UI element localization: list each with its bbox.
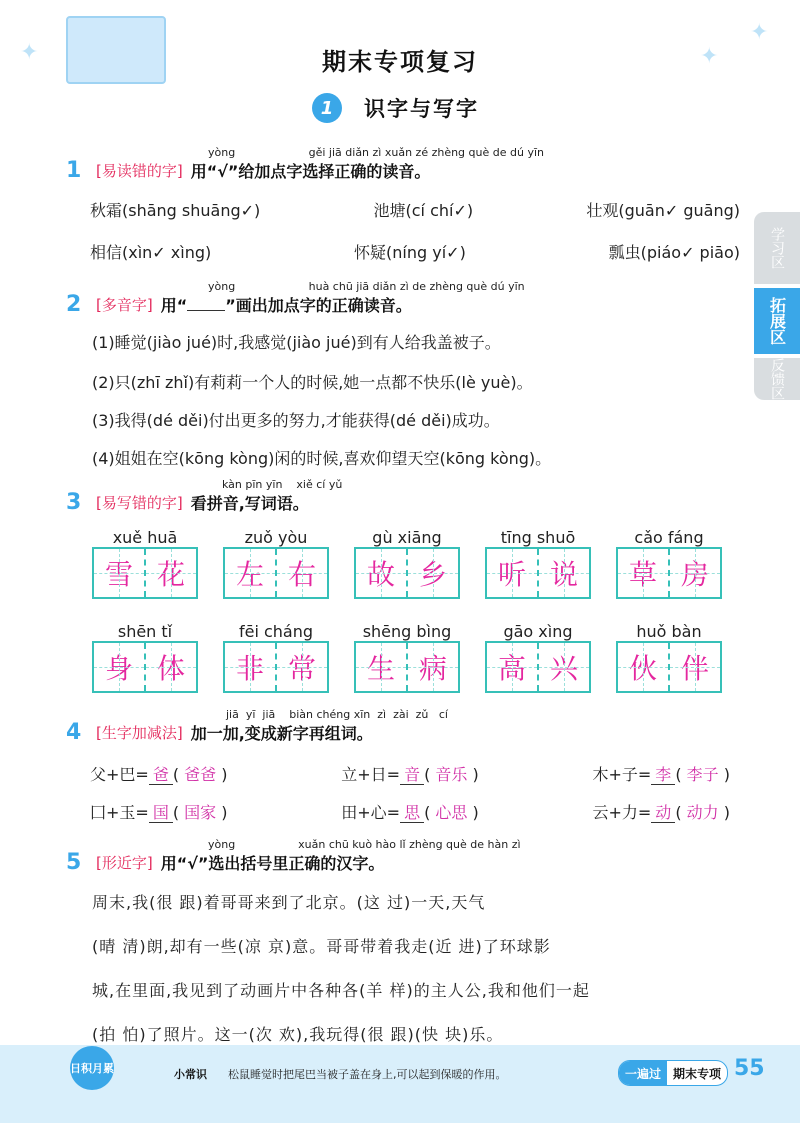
word-char: 房 <box>668 549 720 597</box>
word-box <box>616 528 722 599</box>
q1-item: 瓢虫(piáo✓ piāo) <box>608 243 740 262</box>
star-icon: ✦ <box>750 20 769 45</box>
q4-word: 爸爸 <box>184 765 217 784</box>
tab-extend[interactable]: 拓展区 <box>754 288 800 354</box>
underline-sample <box>187 310 225 311</box>
q4-equation: 立+日= <box>341 765 401 784</box>
q5-number: 5 <box>66 850 82 875</box>
q3-row-1 <box>92 528 722 599</box>
star-icon: ✦ <box>20 40 39 65</box>
q2-number: 2 <box>66 292 82 317</box>
q4-word: 动力 <box>686 803 719 822</box>
q4-char: 音 <box>400 765 424 785</box>
footer-brand-box <box>618 1060 728 1086</box>
q1-item: 池塘(cí chí✓) <box>373 201 474 220</box>
q4-instruction: 加一加,变成新字再组词。 <box>190 724 373 743</box>
word-pinyin: cǎo fáng <box>634 528 704 547</box>
footer-tip: 松鼠睡觉时把尾巴当被子盖在身上,可以起到保暖的作用。 <box>228 1068 507 1081</box>
brand-logo: 一遍过 <box>619 1061 667 1086</box>
q3-row-2 <box>92 622 722 693</box>
page-number: 55 <box>734 1056 765 1081</box>
q3-tag: [易写错的字] <box>96 494 183 512</box>
word-char: 常 <box>275 643 327 691</box>
q4-char: 思 <box>400 803 424 823</box>
q2-line-4: (4)姐姐在空(kōng kòng)闲的时候,喜欢仰望天空(kōng kòng)。 <box>92 449 552 468</box>
q4-char: 李 <box>651 765 675 785</box>
q5-line-3: 城,在里面,我见到了动画片中各种各(羊 样)的主人公,我和他们一起 <box>92 981 590 1000</box>
q1-instruction: 用“√”给加点字选择正确的读音。 <box>190 162 431 181</box>
footer-badge: 日积月累 <box>70 1046 114 1090</box>
q3-instruction: 看拼音,写词语。 <box>190 494 309 513</box>
tab-study[interactable]: 学习区 <box>754 212 800 284</box>
q4-char: 爸 <box>149 765 173 785</box>
q1-row-1 <box>90 198 740 221</box>
word-char: 雪 <box>94 549 144 597</box>
q1-item: 秋霜(shāng shuāng✓) <box>90 201 261 220</box>
word-char: 伴 <box>668 643 720 691</box>
word-char: 身 <box>94 643 144 691</box>
word-pinyin: gāo xìng <box>503 622 573 641</box>
q4-item: 父+巴= 爸 ( 爸爸 ) <box>90 765 228 784</box>
q2-line-1: (1)睡觉(jiào jué)时,我感觉(jiào jué)到有人给我盖被子。 <box>92 333 501 352</box>
q5-tag: [形近字] <box>96 854 153 872</box>
word-box <box>354 622 460 693</box>
q1-pinyin: yòng gěi jiā diǎn zì xuǎn zé zhèng què de dú yīn <box>208 146 544 159</box>
series-label: 期末专项 <box>673 1066 722 1081</box>
star-icon: ✦ <box>700 44 719 69</box>
word-char: 左 <box>225 549 275 597</box>
q4-row-2 <box>90 800 730 823</box>
q2-instruction <box>161 293 412 316</box>
word-pinyin: zuǒ yòu <box>244 528 308 547</box>
tab-feedback[interactable]: 反馈区 <box>754 358 800 400</box>
q3-pinyin: kàn pīn yīn xiě cí yǔ <box>222 478 343 491</box>
word-pinyin: shēn tǐ <box>117 622 173 641</box>
q4-equation: 田+心= <box>341 803 401 822</box>
q2-tag: [多音字] <box>96 296 153 314</box>
word-char: 病 <box>406 643 458 691</box>
q4-number: 4 <box>66 720 82 745</box>
q3-number: 3 <box>66 490 82 515</box>
word-box <box>354 528 460 599</box>
q4-pinyin: jiā yī jiā biàn chéng xīn zì zài zǔ cí <box>226 708 448 721</box>
word-box <box>92 528 198 599</box>
word-char: 说 <box>537 549 589 597</box>
word-box <box>485 622 591 693</box>
word-box <box>223 622 329 693</box>
q1-number: 1 <box>66 158 82 183</box>
q4-word: 李子 <box>686 765 719 784</box>
q4-heading <box>66 720 373 745</box>
section-heading <box>312 90 479 126</box>
word-char: 生 <box>356 643 406 691</box>
q1-tag: [易读错的字] <box>96 162 183 180</box>
q4-row-1 <box>90 762 730 785</box>
word-char: 草 <box>618 549 668 597</box>
q4-word: 音乐 <box>435 765 468 784</box>
word-pinyin: shēng bìng <box>362 622 452 641</box>
word-char: 故 <box>356 549 406 597</box>
q2-line-2: (2)只(zhī zhǐ)有莉莉一个人的时候,她一点都不快乐(lè yuè)。 <box>92 373 533 392</box>
word-box <box>223 528 329 599</box>
q5-line-1: 周末,我(很 跟)着哥哥来到了北京。(这 过)一天,天气 <box>92 893 486 912</box>
q5-heading <box>66 850 384 875</box>
word-char: 听 <box>487 549 537 597</box>
section-title: 识字与写字 <box>364 97 479 121</box>
word-char: 乡 <box>406 549 458 597</box>
word-char: 花 <box>144 549 196 597</box>
q5-instruction: 用“√”选出括号里正确的汉字。 <box>160 854 385 873</box>
q2-pinyin: yòng huà chū jiā diǎn zì de zhèng què dú yīn <box>208 280 525 293</box>
word-char: 右 <box>275 549 327 597</box>
word-pinyin: xuě huā <box>112 528 178 547</box>
q4-tag: [生字加减法] <box>96 724 183 742</box>
q4-word: 国家 <box>184 803 217 822</box>
q5-pinyin: yòng xuǎn chū kuò hào lǐ zhèng què de hàn zì <box>208 838 521 851</box>
word-pinyin: huǒ bàn <box>636 622 702 641</box>
q4-item: 囗+玉= 国 ( 国家 ) <box>90 803 228 822</box>
q1-item: 怀疑(níng yí✓) <box>354 243 466 262</box>
word-char: 非 <box>225 643 275 691</box>
q5-line-4: (拍 怕)了照片。这一(次 欢),我玩得(很 跟)(快 块)乐。 <box>92 1025 504 1044</box>
section-number: 1 <box>312 93 342 123</box>
word-pinyin: gù xiāng <box>372 528 442 547</box>
footer-label: 小常识 <box>174 1068 207 1081</box>
q4-word: 心思 <box>435 803 468 822</box>
word-char: 体 <box>144 643 196 691</box>
word-box <box>92 622 198 693</box>
q4-equation: 云+力= <box>592 803 652 822</box>
q4-char: 国 <box>149 803 173 823</box>
q3-heading <box>66 490 309 515</box>
q2-line-3: (3)我得(dé děi)付出更多的努力,才能获得(dé děi)成功。 <box>92 411 500 430</box>
word-char: 伙 <box>618 643 668 691</box>
q4-equation: 囗+玉= <box>90 803 149 822</box>
q4-item: 田+心= 思 ( 心思 ) <box>341 803 479 822</box>
word-box <box>485 528 591 599</box>
q4-equation: 木+子= <box>592 765 652 784</box>
q2-heading <box>66 292 412 317</box>
q2-instruction-a: 用“ <box>160 296 188 315</box>
word-char: 高 <box>487 643 537 691</box>
word-char: 兴 <box>537 643 589 691</box>
word-pinyin: fēi cháng <box>238 622 314 641</box>
word-box <box>616 622 722 693</box>
q1-item: 壮观(guān✓ guāng) <box>586 201 740 220</box>
q4-equation: 父+巴= <box>90 765 149 784</box>
q4-item: 木+子= 李 ( 李子 ) <box>592 765 730 784</box>
q5-line-2: (晴 清)朗,却有一些(凉 京)意。哥哥带着我走(近 进)了环球影 <box>92 937 551 956</box>
page-title: 期末专项复习 <box>322 48 478 76</box>
q1-item: 相信(xìn✓ xìng) <box>90 243 212 262</box>
q1-row-2 <box>90 240 740 263</box>
q4-char: 动 <box>651 803 675 823</box>
q2-instruction-b: ”画出加点字的正确读音。 <box>225 296 412 315</box>
q1-heading <box>66 158 430 183</box>
q4-item: 立+日= 音 ( 音乐 ) <box>341 765 479 784</box>
q4-item: 云+力= 动 ( 动力 ) <box>592 803 730 822</box>
word-pinyin: tīng shuō <box>500 528 576 547</box>
